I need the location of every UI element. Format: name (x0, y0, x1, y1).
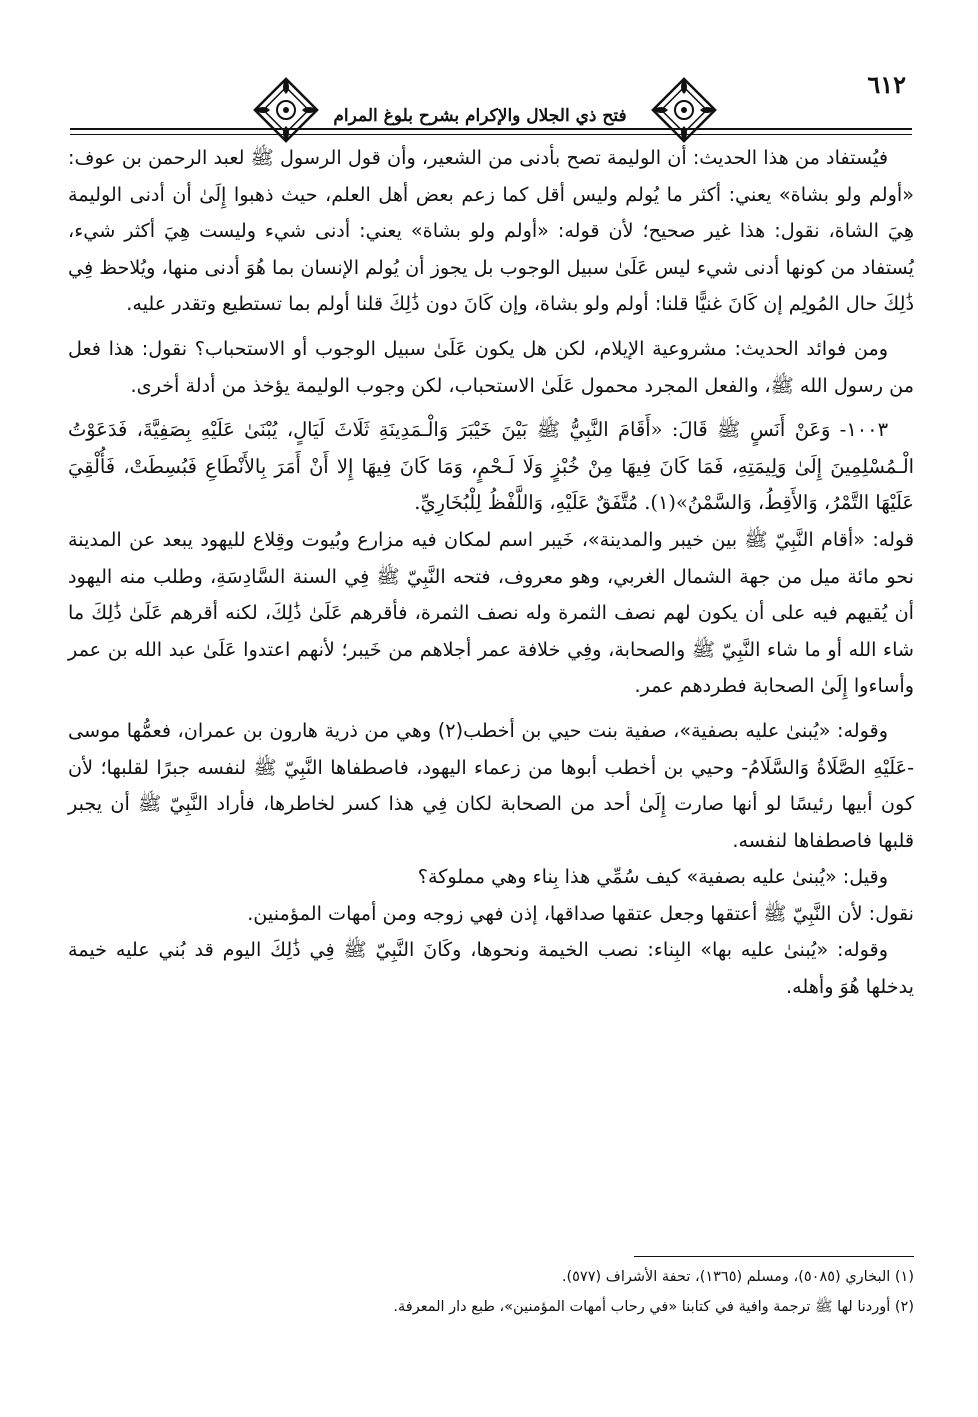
paragraph: وقوله: «يُبنىٰ عليه بصفية»، صفية بنت حيي بن أخطب(٢) وهي من ذرية هارون بن عمران، فعمُّها موسى -عَلَيْهِ الصَّلَاةُ وَالسَّلَامُ- وحيي بن أخطب أبوها من زعماء اليهود، فاصطفاها النَّبِيّ ﷺ لنفسه جبرًا لقلبها؛ لأن كون أبيها رئيسًا لو أنها صارت إِلَىٰ أحد من الصحابة لكان فِي هذا كسر لخاطرها، فأراد النَّبِيّ ﷺ أن يجبر قلبها فاصطفاها لنفسه. (68, 718, 914, 852)
header-rule (70, 128, 912, 130)
page-body (68, 140, 914, 1006)
footnotes (68, 1262, 914, 1322)
footnote: (١) البخاري (٥٠٨٥)، ومسلم (١٣٦٥)، تحفة الأشراف (٥٧٧). (561, 1269, 914, 1285)
book-title: فتح ذي الجلال والإكرام بشرح بلوغ المرام (333, 106, 627, 126)
paragraph: قوله: «أقام النَّبِيّ ﷺ بين خيبر والمدينة»، خَيبر اسم لمكان فيه مزارع وبُيوت وقِلاع لليهود يبعد عن المدينة نحو مائة ميل من جهة الشمال الغربي، وهو معروف، فتحه النَّبِيّ ﷺ فِي السنة السَّادِسَةِ، وطلب منه اليهود أن يُقيهم فيه على أن يكون لهم نصف الثمرة وله نصف الثمرة، فأقرهم عَلَىٰ ذَٰلِكَ، لكنه أقرهم عَلَىٰ ذَٰلِكَ ما شاء الله أو ما شاء النَّبِيّ ﷺ والصحابة، وفِي خلافة عمر أجلاهم من خَيبر؛ لأنهم اعتدوا عَلَىٰ عبد الله بن عمر وأساءوا إِلَىٰ الصحابة فطردهم عمر. (68, 527, 914, 698)
footnote-divider (634, 1256, 914, 1257)
footnote: (٢) أوردنا لها ﷺ ترجمة وافية في كتابنا «في رحاب أمهات المؤمنين»، طبع دار المعرفة. (393, 1299, 914, 1315)
hadith-text: ١٠٠٣- وَعَنْ أَنَسٍ ﷺ قَالَ: «أَقَامَ النَّبِيُّ ﷺ بَيْنَ خَيْبَرَ وَالْـمَدِينَةِ ثَلَاثَ لَيَالٍ، يُبْنَىٰ عَلَيْهِ بِصَفِيَّةَ، فَدَعَوْتُ الْـمُسْلِمِينَ إِلَىٰ وَلِيمَتِهِ، فَمَا كَانَ فِيهَا مِنْ خُبْزٍ وَلَا لَـحْمٍ، وَمَا كَانَ فِيهَا إِلا أَنْ أَمَرَ بِالأَنْطَاعِ فَبُسِطَتْ، فَأُلْقِيَ عَلَيْهَا التَّمْرُ، وَالأَقِطُ، وَالسَّمْنُ»(١). مُتَّفَقٌ عَلَيْهِ، وَاللَّفْظُ لِلْبُخَارِيِّ. (68, 418, 914, 515)
paragraph: فيُستفاد من هذا الحديث: أن الوليمة تصح بأدنى من الشعير، وأن قول الرسول ﷺ لعبد الرحمن بن عوف: «أولم ولو بشاة» يعني: أكثر ما يُولم وليس أقل كما زعم بعض أهل العلم، حيث ذهبوا إِلَىٰ أن أدنى الوليمة هِيَ الشاة، نقول: هذا غير صحيح؛ لأن قوله: «أولم ولو بشاة» يعني: أدنى شيء وليست هِيَ أكثر شيء، يُستفاد من كونها أدنى شيء ليس عَلَىٰ سبيل الوجوب بل يجوز أن يُولم الإنسان بما هُوَ أدنى منها، ويُلاحظ فِي ذَٰلِكَ حال المُولِم إن كَانَ غنيًّا قلنا: أولم ولو بشاة، وإن كَانَ دون ذَٰلِكَ قلنا أولم بما تستطيع وتقدر عليه. (68, 146, 914, 316)
page-header (70, 70, 912, 148)
paragraph: وقيل: «يُبنىٰ عليه بصفية» كيف سُمِّي هذا بِناء وهي مملوكة؟ (417, 865, 888, 889)
ornament-right-icon (648, 74, 720, 146)
header-rule-thin (70, 134, 912, 135)
paragraph: ومن فوائد الحديث: مشروعية الإيلام، لكن هل يكون عَلَىٰ سبيل الوجوب أو الاستحباب؟ نقول: هذا فعل من رسول الله ﷺ، والفعل المجرد محمول عَلَىٰ الاستحباب، لكن وجوب الوليمة يؤخذ من أدلة أخرى. (68, 336, 914, 397)
paragraph: نقول: لأن النَّبِيّ ﷺ أعتقها وجعل عتقها صداقها، إذن فهي زوجه ومن أمهات المؤمنين. (247, 901, 914, 925)
paragraph: وقوله: «يُبنىٰ عليه بها» البِناء: نصب الخيمة ونحوها، وكَانَ النَّبِيّ ﷺ فِي ذَٰلِكَ اليوم قد بُني عليه خيمة يدخلها هُوَ وأهله. (68, 938, 914, 999)
page-number: ٦١٢ (867, 70, 906, 99)
